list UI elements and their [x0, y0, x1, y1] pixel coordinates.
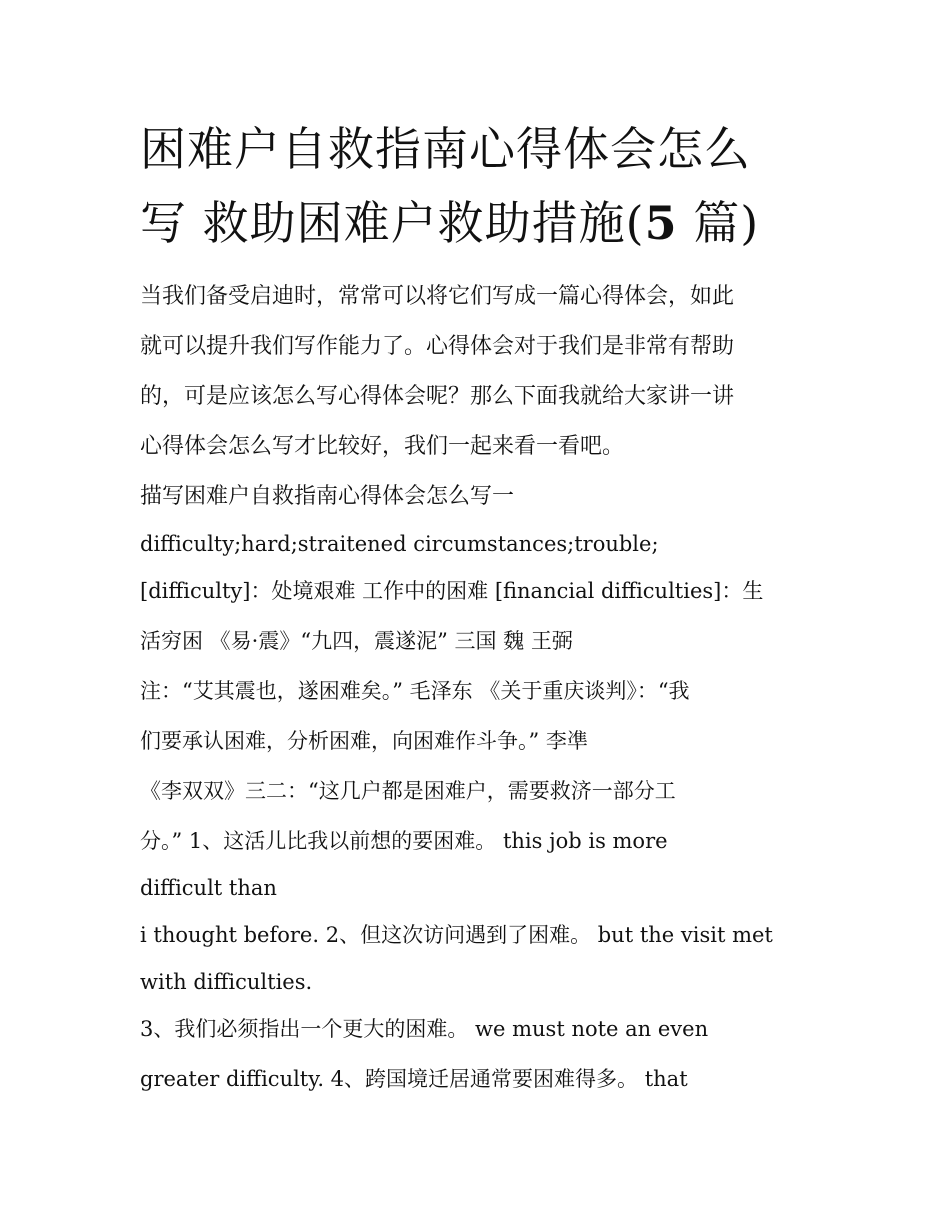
body-line: 注：“艾其震也，遂困难矣。” 毛泽东 《关于重庆谈判》：“我 [140, 679, 690, 703]
body-text [140, 522, 820, 1104]
section-heading: 描写困难户自救指南心得体会怎么写一 [140, 484, 515, 509]
intro-line: 当我们备受启迪时，常常可以将它们写成一篇心得体会，如此 [140, 284, 735, 309]
title-line-1: 困难户自救指南心得体会怎么 [140, 122, 751, 176]
intro-paragraph [140, 272, 820, 472]
body-line: i thought before. 2、但这次访问遇到了困难。 but the visit met [140, 923, 773, 947]
body-line: difficulty;hard;straitened circumstances;trouble; [140, 532, 659, 556]
body-line: with difficulties. [140, 970, 313, 994]
body-line: difficult than [140, 876, 277, 900]
body-line: 《李双双》三二：“这几户都是困难户，需要救济一部分工 [140, 779, 676, 803]
intro-line: 的，可是应该怎么写心得体会呢？那么下面我就给大家讲一讲 [140, 384, 735, 409]
intro-line: 就可以提升我们写作能力了。心得体会对于我们是非常有帮助 [140, 334, 735, 359]
document-title [140, 112, 820, 260]
body-line: greater difficulty. 4、跨国境迁居通常要困难得多。 that [140, 1067, 688, 1091]
body-line: 活穷困 《易·震》“九四，震遂泥” 三国 魏 王弼 [140, 629, 573, 653]
title-line-2a: 写 救助困难户救助措施( [140, 196, 645, 250]
body-line: 们要承认困难，分析困难，向困难作斗争。” 李凖 [140, 729, 588, 753]
title-line-2c: 篇) [677, 196, 760, 250]
title-count: 5 [644, 196, 678, 250]
body-line: 3、我们必须指出一个更大的困难。 we must note an even [140, 1017, 709, 1041]
body-line: [difficulty]：处境艰难 工作中的困难 [financial difficulties]：生 [140, 579, 764, 603]
body-line: 分。” 1、这活儿比我以前想的要困难。 this job is more [140, 829, 668, 853]
document-page [140, 112, 820, 1104]
intro-line: 心得体会怎么写才比较好，我们一起来看一看吧。 [140, 434, 625, 459]
